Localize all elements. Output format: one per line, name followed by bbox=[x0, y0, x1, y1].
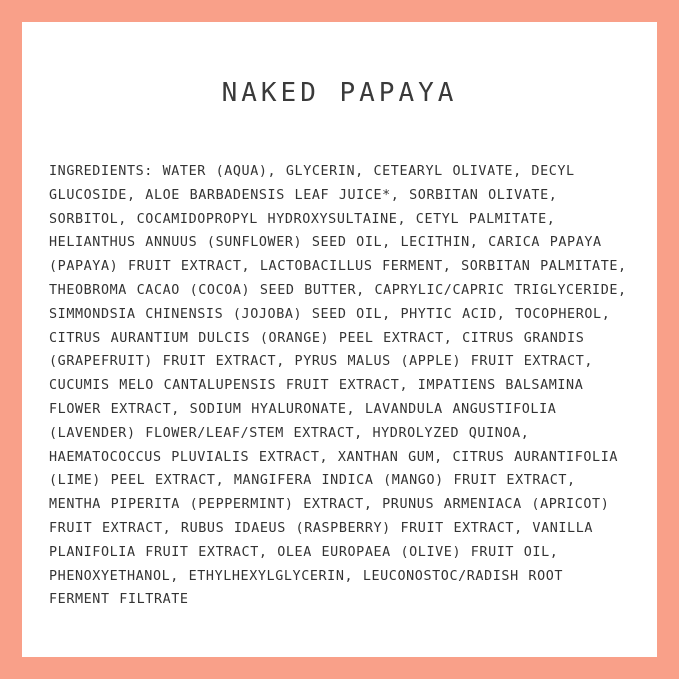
ingredients-list: INGREDIENTS: WATER (AQUA), GLYCERIN, CETEARYL OLIVATE, DECYL GLUCOSIDE, ALOE BARBADENSIS LEAF JUICE*, SORBITAN OLIVATE, SORBITOL, COCAMIDOPROPYL HYDROXYSULTAINE, CETYL PALMITATE, HELIANTHUS ANNUUS (SUNFLOWER) SEED OIL, LECITHIN, CARICA PAPAYA (PAPAYA) FRUIT EXTRACT, LACTOBACILLUS FERMENT, SORBITAN PALMITATE, THEOBROMA CACAO (COCOA) SEED BUTTER, CAPRYLIC/CAPRIC TRIGLYCERIDE, SIMMONDSIA CHINENSIS (JOJOBA) SEED OIL, PHYTIC ACID, TOCOPHEROL, CITRUS AURANTIUM DULCIS (ORANGE) PEEL EXTRACT, CITRUS GRANDIS (GRAPEFRUIT) FRUIT EXTRACT, PYRUS MALUS (APPLE) FRUIT EXTRACT, CUCUMIS MELO CANTALUPENSIS FRUIT EXTRACT, IMPATIENS BALSAMINA FLOWER EXTRACT, SODIUM HYALURONATE, LAVANDULA ANGUSTIFOLIA (LAVENDER) FLOWER/LEAF/STEM EXTRACT, HYDROLYZED QUINOA, HAEMATOCOCCUS PLUVIALIS EXTRACT, XANTHAN GUM, CITRUS AURANTIFOLIA (LIME) PEEL EXTRACT, MANGIFERA INDICA (MANGO) FRUIT EXTRACT, MENTHA PIPERITA (PEPPERMINT) EXTRACT, PRUNUS ARMENIACA (APRICOT) FRUIT EXTRACT, RUBUS IDAEUS (RASPBERRY) FRUIT EXTRACT, VANILLA PLANIFOLIA FRUIT EXTRACT, OLEA EUROPAEA (OLIVE) FRUIT OIL, PHENOXYETHANOL, ETHYLHEXYLGLYCERIN, LEUCONOSTOC/RADISH ROOT FERMENT FILTRATE bbox=[49, 164, 627, 608]
product-label-card bbox=[22, 22, 657, 657]
page-title: NAKED PAPAYA bbox=[221, 78, 458, 108]
